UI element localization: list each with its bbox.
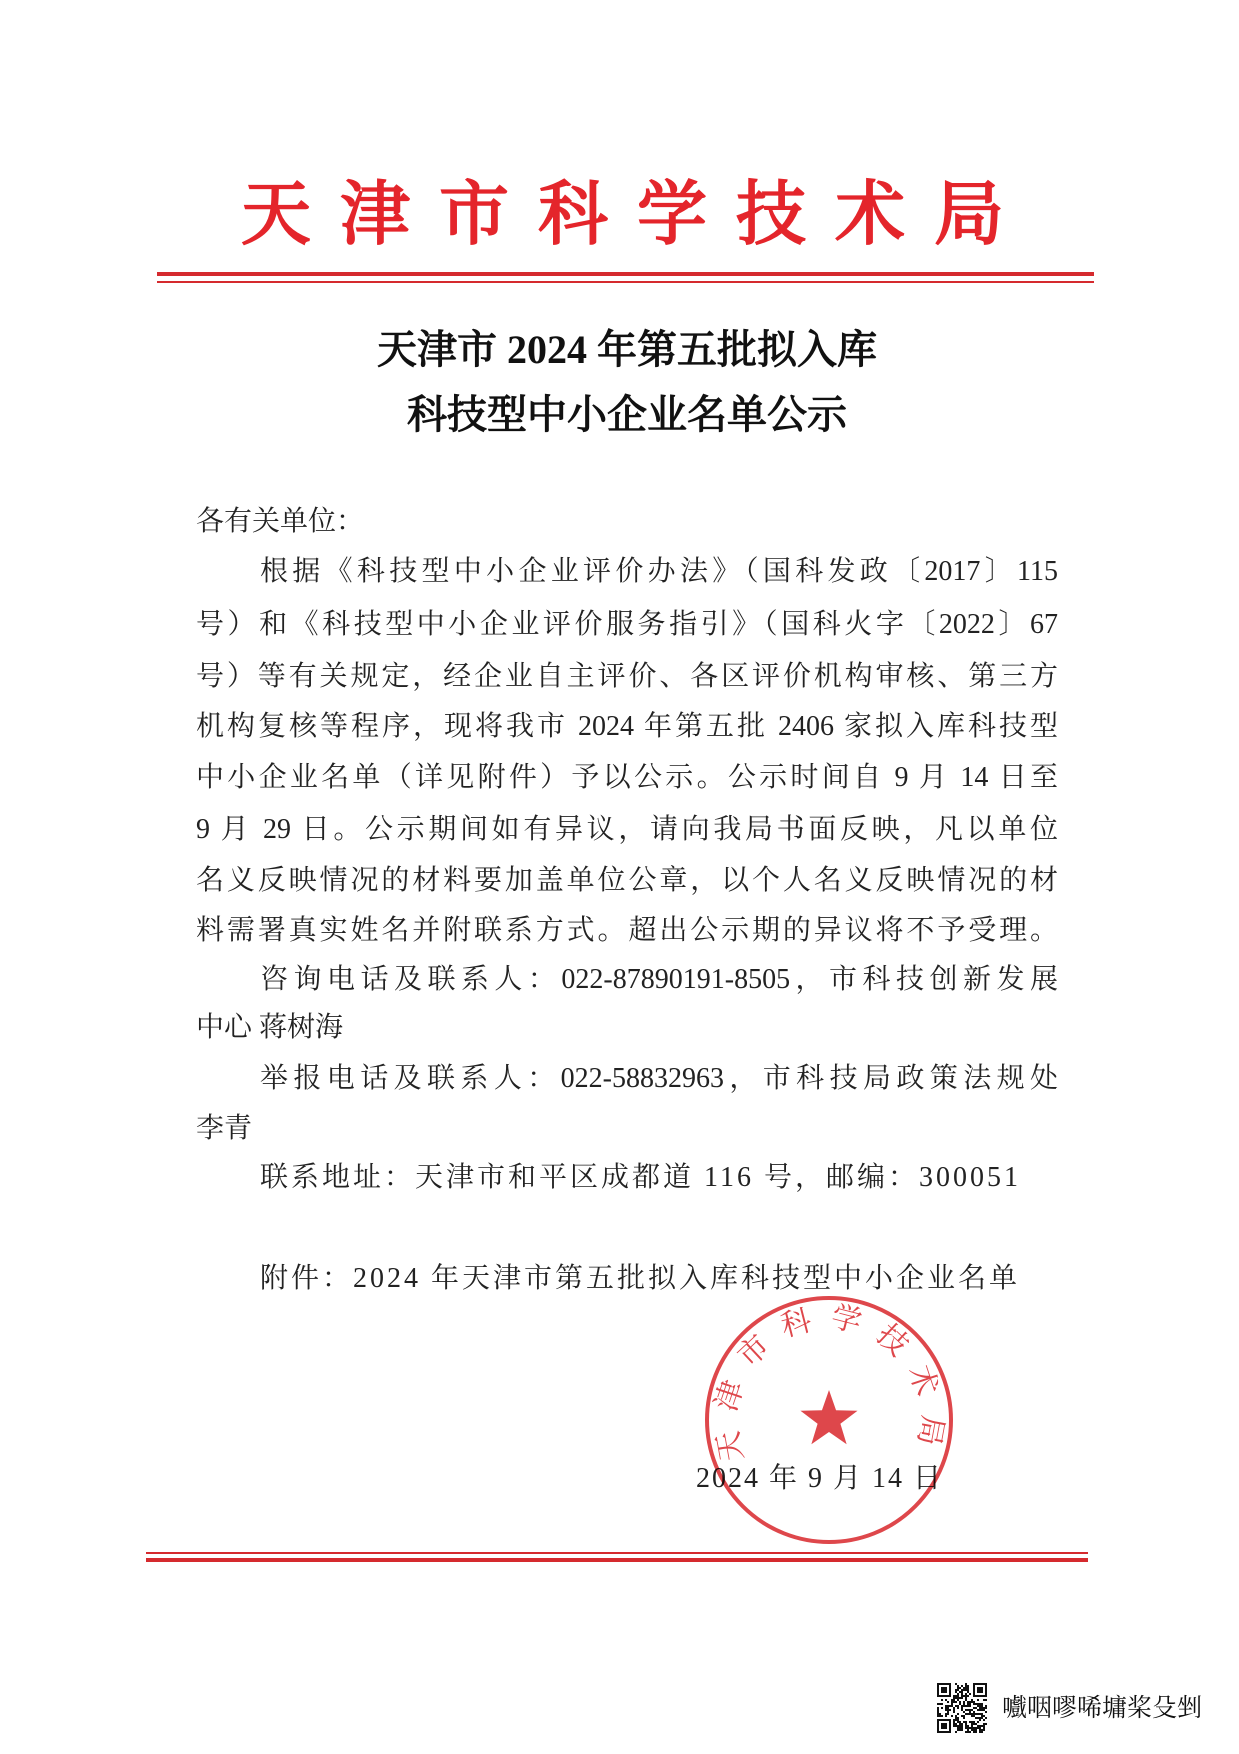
- seal-lettering: 天津市科学技术局: [708, 1300, 950, 1464]
- body-line: 机构复核等程序，现将我市 2024 年第五批 2406 家拟入库科技型: [196, 711, 1058, 742]
- official-seal: [699, 1290, 959, 1550]
- body-line: 9 月 29 日。公示期间如有异议，请向我局书面反映，凡以单位: [196, 814, 1058, 845]
- qr-code-icon: [937, 1683, 987, 1733]
- red-rule-bottom-thick: [146, 1558, 1088, 1562]
- salutation: 各有关单位：: [196, 506, 365, 537]
- issue-date: 2024 年 9 月 14 日: [696, 1463, 944, 1494]
- report-contact-line: 举报电话及联系人：022-58832963，市科技局政策法规处: [260, 1063, 1058, 1094]
- report-contact-line: 李青: [196, 1113, 253, 1144]
- body-line: 根据《科技型中小企业评价办法》（国科发政〔2017〕115: [260, 556, 1058, 587]
- body-line: 中小企业名单（详见附件）予以公示。公示时间自 9 月 14 日至: [196, 762, 1058, 793]
- document-title-line-2: 科技型中小企业名单公示: [407, 392, 847, 437]
- consultation-contact-line: 中心 蒋树海: [196, 1012, 344, 1043]
- red-rule-top-thin: [157, 281, 1094, 283]
- body-line: 料需署真实姓名并附联系方式。超出公示期的异议将不予受理。: [196, 915, 1058, 946]
- body-line: 号）等有关规定，经企业自主评价、各区评价机构审核、第三方: [196, 661, 1058, 692]
- issuing-authority-header: 天津市科学技术局: [241, 177, 1004, 254]
- footer-caption: 嚱咽嘐唏墉桨殳剉: [1002, 1695, 1203, 1722]
- star-icon: [800, 1390, 857, 1444]
- red-rule-top-thick: [157, 272, 1094, 276]
- body-line: 名义反映情况的材料要加盖单位公章，以个人名义反映情况的材: [196, 865, 1058, 896]
- consultation-contact-line: 咨询电话及联系人：022-87890191-8505，市科技创新发展: [260, 964, 1058, 995]
- contact-address: 联系地址：天津市和平区成都道 116 号，邮编：300051: [260, 1162, 1021, 1193]
- document-title-line-1: 天津市 2024 年第五批拟入库: [377, 327, 877, 372]
- body-line: 号）和《科技型中小企业评价服务指引》（国科火字〔2022〕67: [196, 609, 1058, 640]
- red-rule-bottom-thin: [146, 1552, 1088, 1554]
- attachment-note: 附件：2024 年天津市第五批拟入库科技型中小企业名单: [260, 1263, 1021, 1294]
